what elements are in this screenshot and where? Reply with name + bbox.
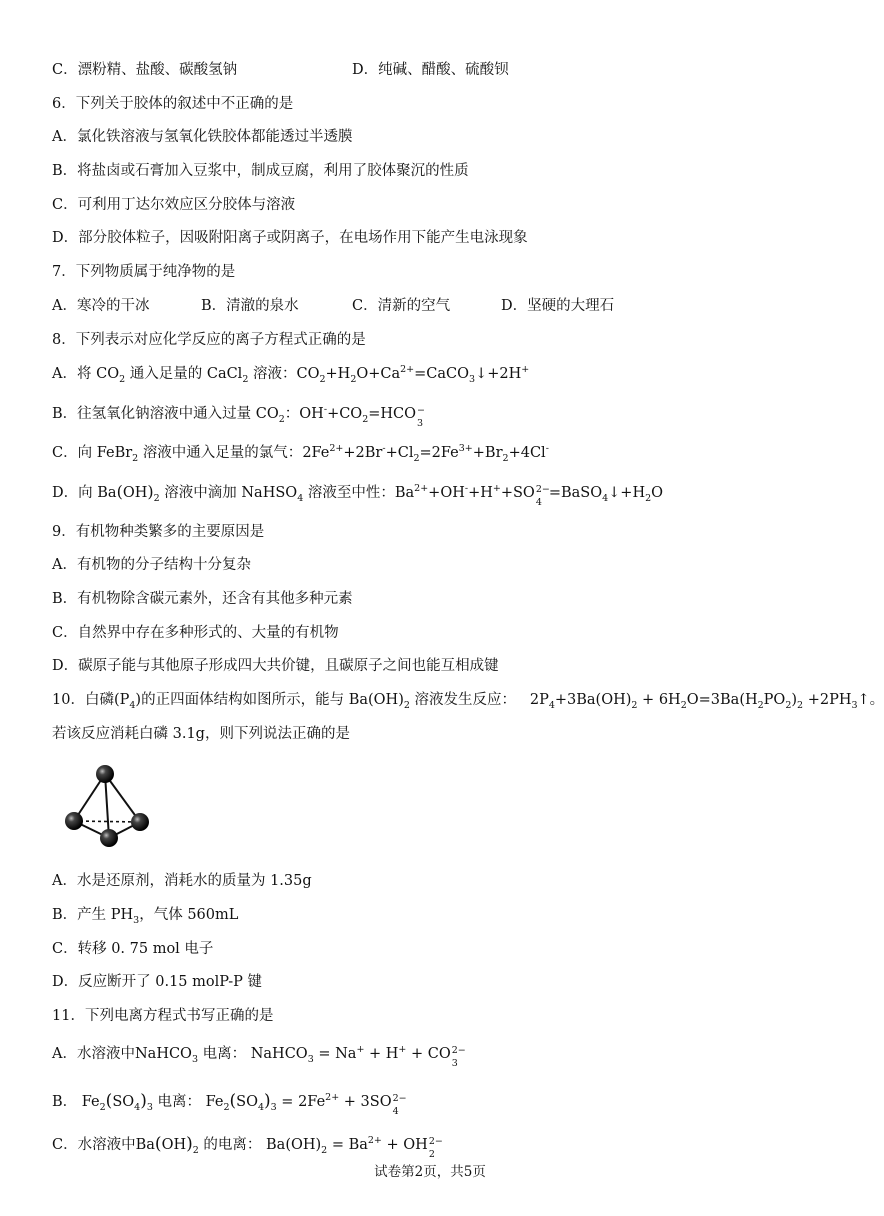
q6-option-a: A．氯化铁溶液与氢氧化铁胶体都能透过半透膜 [52, 129, 353, 145]
q7-options [52, 296, 615, 316]
q7-stem: 7．下列物质属于纯净物的是 [52, 264, 236, 280]
q10-option-c: C．转移 0. 75 mol 电子 [52, 941, 214, 957]
page-footer: 试卷第2页，共5页 [374, 1164, 486, 1180]
white-phosphorus-tetrahedron-figure [60, 758, 160, 858]
phosphorus-atom-front [100, 829, 118, 847]
q6-option-d: D．部分胶体粒子，因吸附阳离子或阴离子，在电场作用下能产生电泳现象 [52, 230, 528, 246]
q5-options-cd [52, 60, 509, 80]
q10-stem: 10．白磷$(P_4)$的正四面体结构如图所示，能与 $Ba(OH)_2$ 溶液发生反应： $2P_4+3Ba(OH)_2 + 6H_2O=3Ba(H_2PO_2)_2$ $+2PH_3↑$。 [52, 692, 884, 711]
q5-option-c: C．漂粉精、盐酸、碳酸氢钠 [52, 62, 238, 78]
q10-option-b: B．产生 $PH_3$，气体 560mL [52, 907, 239, 926]
q10-stem-line2: 若该反应消耗白磷 3.1g，则下列说法正确的是 [52, 726, 350, 742]
q8-option-a: A．将 $CO_2$ 通入足量的 CaCl$_2$ 溶液：$CO_2+H_2O+Ca^{2+}=CaCO_3↓+2H^+$ [52, 364, 530, 385]
q7-option-d: D．坚硬的大理石 [501, 298, 615, 314]
q11-option-c: C．水溶液中$Ba(OH)_2$ 的电离： $Ba(OH)_2 = Ba^{2+}$ + OH 2− 2 [52, 1134, 443, 1160]
q9-stem: 9．有机物种类繁多的主要原因是 [52, 524, 265, 540]
q7-option-a: A．寒冷的干冰 [52, 298, 150, 314]
q6-stem: 6．下列关于胶体的叙述中不正确的是 [52, 96, 294, 112]
phosphorus-atom-top [96, 765, 114, 783]
q8-stem: 8．下列表示对应化学反应的离子方程式正确的是 [52, 332, 366, 348]
q11-option-b: B． $Fe_2(SO_4)_3$ 电离： $Fe_2(SO_4)_3 = 2Fe^{2+} + 3SO$ 2− 4 [52, 1091, 407, 1117]
q7-option-b: B．清澈的泉水 [201, 298, 299, 314]
q8-option-b: B．往氢氧化钠溶液中通入过量 $CO_2$：$OH^-+CO_2=HCO$ − 3 [52, 404, 425, 429]
q10-option-a: A．水是还原剂，消耗水的质量为 1.35g [52, 873, 312, 889]
q10-option-d: D．反应断开了 0.15 molP-P 键 [52, 974, 262, 990]
q9-option-b: B．有机物除含碳元素外，还含有其他多种元素 [52, 591, 353, 607]
q8-option-d: D．向 $Ba(OH)_2$ 溶液中滴加 NaHSO$_4$ 溶液至中性：$Ba^{2+}+OH^-+H^++SO$ 2− 4 $=BaSO_4↓+H_2O$ [52, 482, 664, 508]
q6-option-c: C．可利用丁达尔效应区分胶体与溶液 [52, 197, 296, 213]
phosphorus-atom-right [131, 813, 149, 831]
q9-option-d: D．碳原子能与其他原子形成四大共价键，且碳原子之间也能互相成键 [52, 658, 499, 674]
q5-option-d: D．纯碱、醋酸、硫酸钡 [352, 62, 509, 78]
q9-option-a: A．有机物的分子结构十分复杂 [52, 557, 251, 573]
q11-stem: 11．下列电离方程式书写正确的是 [52, 1008, 274, 1024]
q7-option-c: C．清新的空气 [352, 298, 451, 314]
q11-option-a: A．水溶液中NaHCO$_3$ 电离： NaHCO$_3$ = Na+ + H+ + CO 2− 3 [52, 1044, 466, 1069]
q8-option-c: C．向 FeBr$_2$ 溶液中通入足量的氯气：$2Fe^{2+}+2Br^-+Cl_2=2Fe^{3+}+Br_2+4Cl^-$ [52, 443, 549, 464]
phosphorus-atom-left [65, 812, 83, 830]
q9-option-c: C．自然界中存在多种形式的、大量的有机物 [52, 625, 339, 641]
q6-option-b: B．将盐卤或石膏加入豆浆中，制成豆腐，利用了胶体聚沉的性质 [52, 163, 469, 179]
